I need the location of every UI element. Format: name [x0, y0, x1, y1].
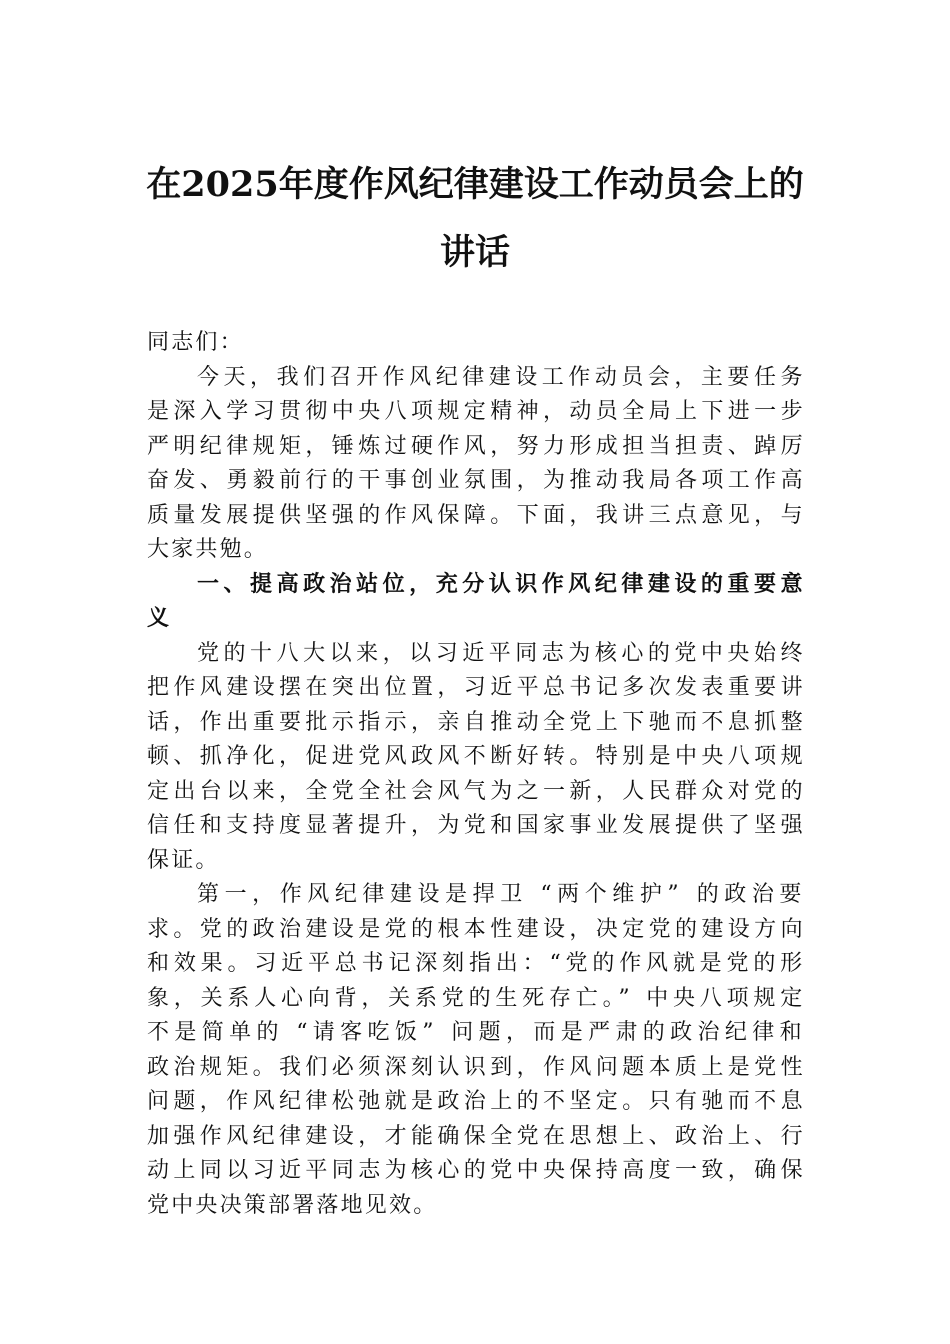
paragraph-line: 问题，作风纪律松弛就是政治上的不坚定。只有驰而不息	[147, 1089, 807, 1114]
paragraph-line: 政治规矩。我们必须深刻认识到，作风问题本质上是党性	[147, 1054, 807, 1080]
section-heading: 义	[147, 606, 171, 631]
paragraph-line: 党中央决策部署落地见效。	[147, 1192, 438, 1218]
paragraph-line: 定出台以来，全党全社会风气为之一新，人民群众对党的	[147, 778, 807, 804]
paragraph-line: 党的十八大以来，以习近平同志为核心的党中央始终	[197, 640, 807, 666]
intro-line: 奋发、勇毅前行的干事创业氛围，为推动我局各项工作高	[147, 468, 807, 493]
paragraph-line: 信任和支持度显著提升，为党和国家事业发展提供了坚强	[147, 813, 807, 838]
paragraph-line: 顿、抓净化，促进党风政风不断好转。特别是中央八项规	[147, 744, 807, 769]
paragraph-line: 求。党的政治建设是党的根本性建设，决定党的建设方向	[147, 916, 807, 942]
salutation: 同志们：	[147, 330, 244, 355]
paragraph-line: 保证。	[147, 847, 220, 873]
intro-line: 今天，我们召开作风纪律建设工作动员会，主要任务	[197, 364, 807, 390]
intro-line: 严明纪律规矩，锤炼过硬作风，努力形成担当担责、踔厉	[147, 433, 807, 459]
paragraph-line: 不是简单的 “请客吃饭” 问题，而是严肃的政治纪律和	[147, 1020, 807, 1045]
intro-line: 大家共勉。	[147, 537, 269, 562]
intro-line: 是深入学习贯彻中央八项规定精神，动员全局上下进一步	[147, 399, 807, 424]
paragraph-line: 把作风建设摆在突出位置，习近平总书记多次发表重要讲	[147, 675, 807, 700]
paragraph-line: 第一，作风纪律建设是捍卫 “两个维护” 的政治要	[197, 882, 807, 907]
paragraph-line: 象，关系人心向背，关系党的生死存亡。” 中央八项规定	[147, 985, 807, 1011]
section-heading: 一、提高政治站位，充分认识作风纪律建设的重要意	[197, 571, 807, 597]
paragraph-line: 和效果。习近平总书记深刻指出：“党的作风就是党的形	[147, 951, 807, 976]
document-title-line-2: 讲话	[439, 232, 510, 273]
intro-line: 质量发展提供坚强的作风保障。下面，我讲三点意见，与	[147, 502, 807, 528]
document-body	[147, 326, 807, 1223]
paragraph-line: 动上同以习近平同志为核心的党中央保持高度一致，确保	[147, 1158, 807, 1183]
document-title-line-1: 在2025年度作风纪律建设工作动员会上的	[146, 164, 804, 205]
paragraph-line: 话，作出重要批示指示，亲自推动全党上下驰而不息抓整	[147, 709, 807, 735]
paragraph-line: 加强作风纪律建设，才能确保全党在思想上、政治上、行	[147, 1123, 807, 1149]
